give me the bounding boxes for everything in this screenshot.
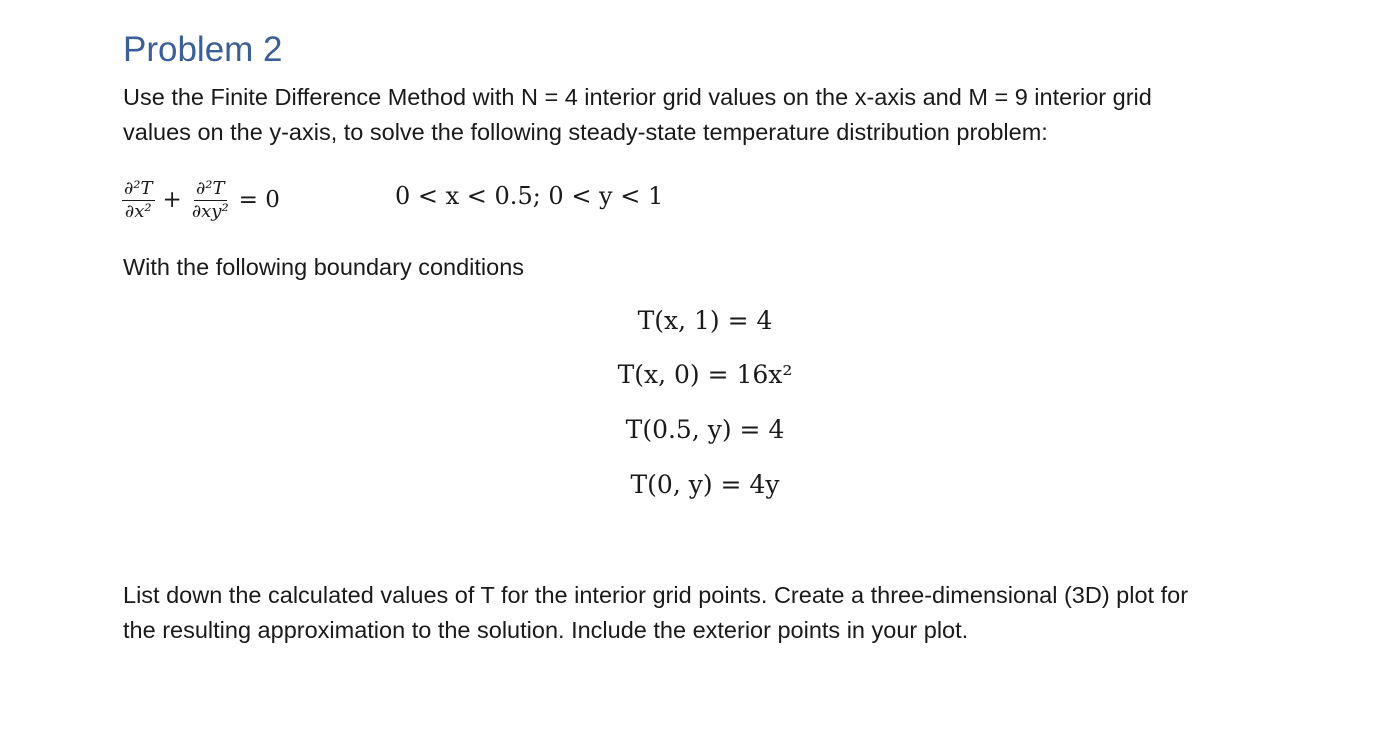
pde-fraction-2-denominator: ∂xy² — [191, 200, 229, 222]
closing-paragraph — [123, 578, 1188, 648]
pde-fraction-1 — [122, 178, 155, 223]
bc-heading: With the following boundary conditions — [123, 254, 525, 280]
problem-title: Problem 2 — [123, 30, 283, 69]
intro-line-1: Use the Finite Difference Method with N = 4 interior grid values on the x-axis and M = 9 interior grid — [123, 84, 1152, 110]
closing-line-1: List down the calculated values of T for the interior grid points. Create a three-dimensional (3D) plot for — [123, 582, 1189, 608]
pde-fraction-1-numerator: ∂²T — [124, 177, 153, 199]
domain-condition: 0 < x < 0.5; 0 < y < 1 — [395, 182, 664, 210]
boundary-condition-3: T(0.5, y) = 4 — [625, 415, 785, 444]
boundary-condition-1: T(x, 1) = 4 — [637, 306, 773, 335]
intro-paragraph — [123, 80, 1152, 150]
boundary-condition-4: T(0, y) = 4y — [630, 470, 780, 499]
boundary-condition-2: T(x, 0) = 16x² — [617, 360, 793, 389]
pde-fraction-2 — [190, 178, 231, 223]
pde-fraction-1-denominator: ∂x² — [124, 200, 152, 222]
pde-equation — [120, 172, 286, 228]
pde-plus: + — [162, 187, 182, 213]
pde-fraction-2-numerator: ∂²T — [195, 177, 225, 199]
intro-line-2: values on the y-axis, to solve the following steady-state temperature distribution problem: — [123, 119, 1048, 145]
pde-rhs: = 0 — [238, 187, 280, 213]
closing-line-2: the resulting approximation to the solution. Include the exterior points in your plot. — [123, 617, 969, 643]
